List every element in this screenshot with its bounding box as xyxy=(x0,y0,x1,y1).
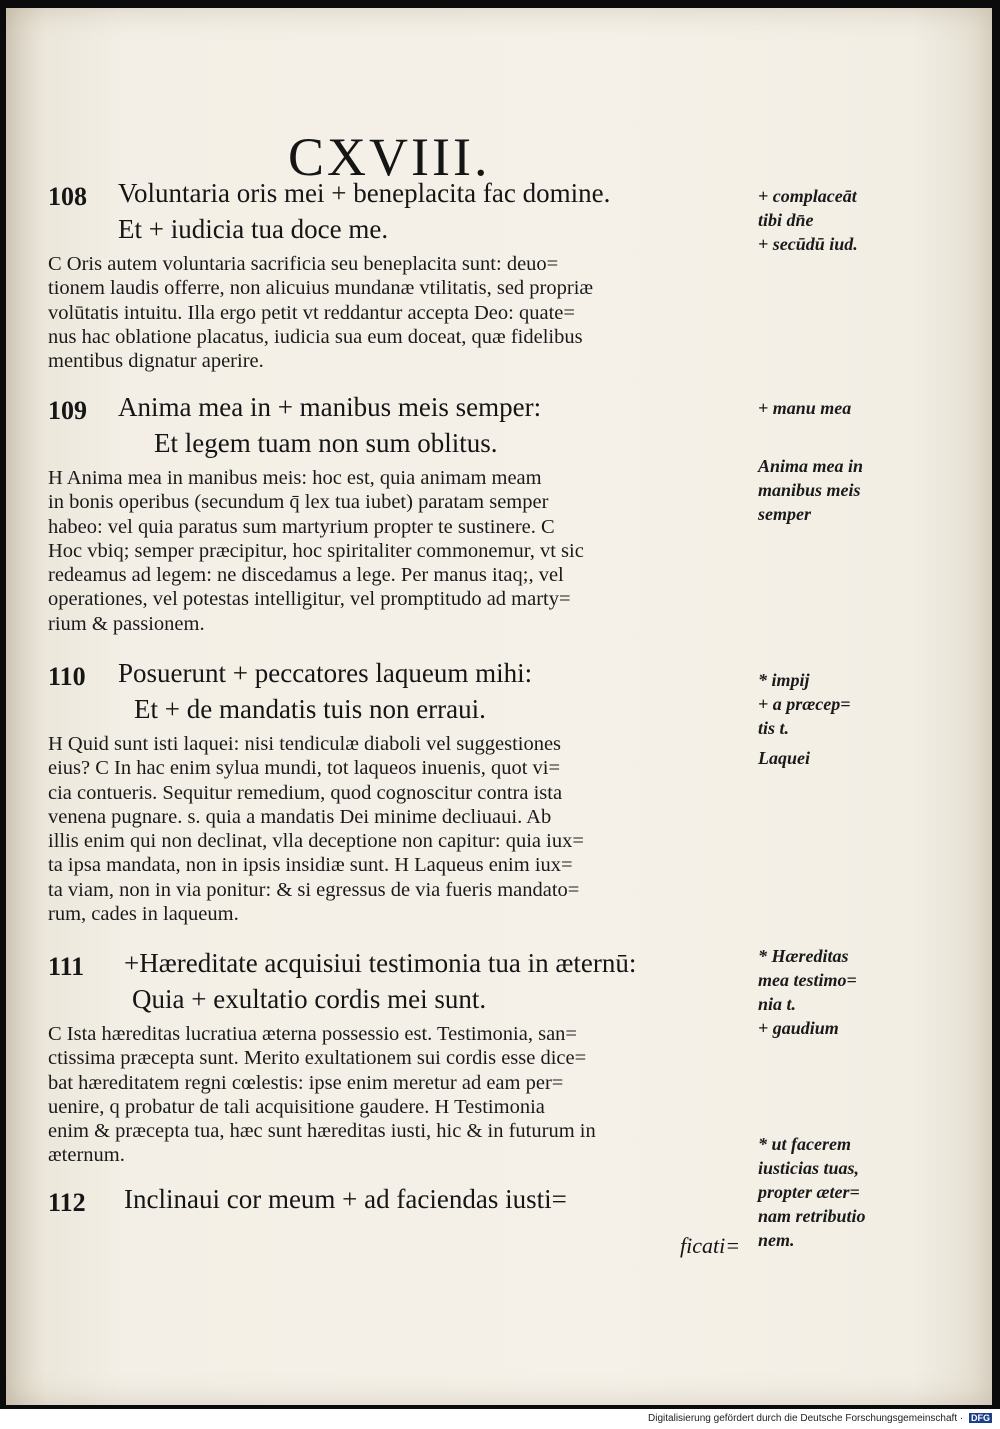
verse-line: +Hæreditate acquisiui testimonia tua in æternū: xyxy=(124,948,637,978)
dfg-logo-icon: DFG xyxy=(971,1413,990,1424)
digitization-footer xyxy=(648,1413,992,1424)
margin-note: iusticias tuas, xyxy=(758,1158,860,1178)
margin-note: nem. xyxy=(758,1230,795,1250)
commentary-line: venena pugnare. s. quia a mandatis Dei minime decliuaui. Ab xyxy=(48,805,552,828)
margin-note: + a præcep= xyxy=(758,694,851,714)
commentary-line: redeamus ad legem: ne discedamus a lege. Per manus itaq;, vel xyxy=(48,564,564,587)
verse-number: 111 xyxy=(48,952,85,981)
commentary-line: mentibus dignatur aperire. xyxy=(48,350,264,373)
book-page xyxy=(6,8,992,1405)
verse-number: 108 xyxy=(48,182,87,211)
verse-line: Et + de mandatis tuis non erraui. xyxy=(134,694,486,724)
margin-note: tis t. xyxy=(758,718,790,738)
commentary-line: habeo: vel quia paratus sum martyrium propter te sustinere. C xyxy=(48,515,555,538)
margin-note: + secūdū iud. xyxy=(758,234,858,254)
margin-spacer xyxy=(758,420,988,454)
margin-note: + gaudium xyxy=(758,1018,839,1038)
commentary-line: volūtatis intuitu. Illa ergo petit vt reddantur accepta Deo: quate= xyxy=(48,301,575,324)
verse-line: Voluntaria oris mei + beneplacita fac domine. xyxy=(118,178,611,208)
margin-note: * ut facerem xyxy=(758,1134,851,1154)
commentary-line: C Oris autem voluntaria sacrificia seu beneplacita sunt: deuo= xyxy=(48,253,559,275)
commentary-line: æternum. xyxy=(48,1144,125,1167)
commentary-line: ta viam, non in via ponitur: & si egressus de via fueris mandato= xyxy=(48,878,580,901)
catchword: ficati= xyxy=(680,1233,741,1258)
commentary-line: cia contueris. Sequitur remedium, quod cognoscitur contra ista xyxy=(48,781,563,804)
verse-number: 109 xyxy=(48,396,87,425)
commentary-line: rum, cades in laqueum. xyxy=(48,903,239,926)
commentary xyxy=(48,466,748,636)
margin-note: propter æter= xyxy=(758,1182,860,1202)
commentary-line: illis enim qui non declinat, vlla deceptione non capitur: quia iux= xyxy=(48,830,584,853)
margin-note: * Hæreditas xyxy=(758,946,849,966)
commentary-line: tionem laudis offerre, non alicuius mundanæ vtilitatis, sed propriæ xyxy=(48,277,594,300)
verse-number: 110 xyxy=(48,662,86,691)
margin-note: Anima mea in xyxy=(758,456,864,476)
commentary xyxy=(48,1022,748,1168)
commentary-line: Hoc vbiq; semper præcipitur, hoc spiritaliter commonemur, vt sic xyxy=(48,539,584,562)
margin-note: nia t. xyxy=(758,994,797,1014)
footer-text: Digitalisierung gefördert durch die Deutsche Forschungsgemeinschaft · xyxy=(648,1413,964,1424)
commentary-line: ta ipsa mandata, non in ipsis insidiæ sunt. H Laqueus enim iux= xyxy=(48,854,573,877)
margin-notes xyxy=(758,1132,988,1252)
commentary-line: bat hæreditatem regni cœlestis: ipse enim meretur ad eam per= xyxy=(48,1071,564,1094)
margin-notes xyxy=(758,668,988,770)
margin-note: * impij xyxy=(758,670,810,690)
verse-number: 112 xyxy=(48,1188,86,1217)
commentary-line: ctissima præcepta sunt. Merito exultationem sui cordis esse dice= xyxy=(48,1047,587,1070)
verse-line: Inclinaui cor meum + ad faciendas iusti= xyxy=(124,1184,567,1214)
verse-line: Et + iudicia tua doce me. xyxy=(118,214,389,244)
commentary xyxy=(48,252,748,373)
commentary-line: H Anima mea in manibus meis: hoc est, quia animam meam xyxy=(48,467,542,489)
commentary-line: nus hac oblatione placatus, iudicia sua eum doceat, quæ fidelibus xyxy=(48,325,583,348)
margin-note: semper xyxy=(758,504,811,524)
verse-line: Et legem tuam non sum oblitus. xyxy=(154,428,498,458)
commentary-line: C Ista hæreditas lucratiua æterna possessio est. Testimonia, san= xyxy=(48,1023,577,1045)
commentary-line: H Quid sunt isti laquei: nisi tendiculæ diaboli vel suggestiones xyxy=(48,733,562,755)
margin-notes xyxy=(758,184,988,256)
verse-line: Anima mea in + manibus meis semper: xyxy=(118,392,542,422)
margin-note: + manu mea xyxy=(758,398,852,418)
margin-note: + complaceāt xyxy=(758,186,857,206)
commentary-line: operationes, vel potestas intelligitur, vel promptitudo ad marty= xyxy=(48,588,571,611)
commentary-line: rium & passionem. xyxy=(48,612,205,635)
commentary xyxy=(48,732,748,926)
verse-line: Posuerunt + peccatores laqueum mihi: xyxy=(118,658,533,688)
margin-notes xyxy=(758,944,988,1040)
margin-note: tibi dn̄e xyxy=(758,210,814,230)
margin-note: manibus meis xyxy=(758,480,861,500)
margin-note: Laquei xyxy=(758,748,810,768)
margin-notes xyxy=(758,396,988,526)
margin-note: mea testimo= xyxy=(758,970,857,990)
margin-note: nam retributio xyxy=(758,1206,866,1226)
folio-number: CXVIII. xyxy=(288,127,491,187)
commentary-line: uenire, q probatur de tali acquisitione gaudere. H Testimonia xyxy=(48,1095,545,1118)
commentary-line: eius? C In hac enim sylua mundi, tot laqueos inuenis, quot vi= xyxy=(48,757,561,780)
commentary-line: in bonis operibus (secundum q̄ lex tua iubet) paratam semper xyxy=(48,491,549,514)
verse-line: Quia + exultatio cordis mei sunt. xyxy=(132,984,487,1014)
commentary-line: enim & præcepta tua, hæc sunt hæreditas iusti, hic & in futurum in xyxy=(48,1120,596,1143)
